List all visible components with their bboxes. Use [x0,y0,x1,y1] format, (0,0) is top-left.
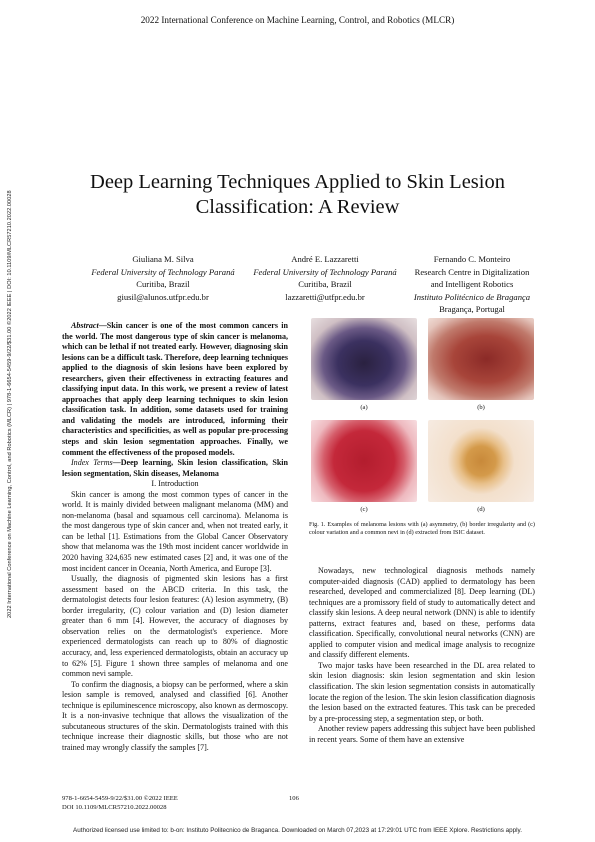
paragraph: Two major tasks have been researched in the DL area related to skin lesion diagnosis: skin lesion segmentation and skin lesion classification. The skin lesion segmentation consists in automatically locate the region of the lesion. The skin lesion classification diagnosis the lesion based on the extracted features. This task can be preceded by a pre-processing step, a segmentation step, or both. [309,660,535,723]
authorized-use-notice: Authorized licensed use limited to: b-on: Instituto Politecnico de Braganca. Downloaded on March 07,2023 at 17:29:01 UTC from IEEE Xplore. Restrictions apply. [73,827,522,834]
author-name: André E. Lazzaretti [291,254,359,264]
index-terms-text: —Deep learning, Skin lesion classification, Skin lesion segmentation, Skin diseases, Melanoma [62,458,289,478]
figure-image-a [311,318,417,400]
author-city: Bragança, Portugal [439,304,505,314]
title-line-1: Deep Learning Techniques Applied to Skin Lesion [90,171,505,193]
paragraph: Skin cancer is among the most common types of cancer in the world. It is mainly divided between malignant melanoma (MM) and non-melanoma (basal and squamous cell carcinoma). Melanoma is the most dangerous type of skin cancer and, when not treated early, it can be lethal [1]. Estimations from the Global Cancer Observatory show that melanoma was the 19th most incident cancer worldwide in 2020 having 324,635 new estimated cases [2] and, it was one of the most incident cancer in Oceania, North America, and Europe [3]. [62,489,288,573]
footer-isbn: 978-1-6654-5459-9/22/$31.00 ©2022 IEEE [62,795,178,802]
figure-image-c [311,420,417,502]
section-heading: I. Introduction [151,479,199,489]
figure-image-d [428,420,534,502]
author-email: lazzaretti@utfpr.edu.br [285,291,365,302]
figure-caption: Fig. 1. Examples of melanoma lesions with (a) asymmetry, (b) border irregularity and (c) colour variation and a common nevi in (d) extracted from ISIC dataset. [309,521,535,536]
paragraph: To confirm the diagnosis, a biopsy can be performed, where a skin lesion sample is removed, analysed and classified [6]. Another technique is epiluminescence microscopy, also known as dermoscopy. It is a non-invasive technique that allows the visualization of the subcutaneous structures of the skin. Dermatologists trained with this technique increase their diagnostic skills, but those who are not trained may wrongly classify the samples [7]. [62,679,288,752]
author-name: Giuliana M. Silva [132,254,194,264]
figure-label-c: (c) [360,506,368,513]
author-city: Curitiba, Brazil [136,279,190,289]
footer-copyright [62,795,178,812]
sidebar-doi-strip: 2022 International Conference on Machine Learning, Control, and Robotics (MLCR) | 978-1-6654-5459-9/22/$31.00 ©2022 IEEE | DOI: 10.1109/MLCR57210.2022.00028 [7,190,13,618]
abstract [62,321,288,458]
paragraph: Usually, the diagnosis of pigmented skin lesions has a first assessment based on the ABCD criteria. In this task, the dermatologist detects four lesion features: (A) lesion asymmetry, (B) border irregularity, (C) colour variation and (D) lesion diameter greater than 6 mm [4]. However, the accuracy of diagnoses by observation relies on the dermatologist's experience. More experienced dermatologists can reach up to 80% of diagnostic accuracy, and, less experienced dermatologists, obtain an accuracy up to 62% [5]. Figure 1 shown three samples of melanoma and one common nevi sample. [62,574,288,679]
author-institute: Instituto Politécnico de Bragança [413,291,531,302]
abstract-label: Abstract [71,321,99,330]
author-affiliation: Federal University of Technology Paraná [91,266,235,277]
right-column [309,566,535,745]
figure-label-d: (d) [477,506,485,513]
conference-header: 2022 International Conference on Machine Learning, Control, and Robotics (MLCR) [140,15,455,25]
index-terms [62,458,288,479]
author-affiliation-1: Research Centre in Digitalization [414,266,530,277]
abstract-text: —Skin cancer is one of the most common cancers in the world. The most dangerous type of skin cancer is melanoma, which can be lethal if not treated early. However, diagnosing skin lesions can be a difficult task. Therefore, deep learning techniques applied to the diagnosis of skin lesions have been explored by researchers, given their effectiveness in extracting features and classifying input data. In this work, we present a review of latest approaches that apply deep learning techniques to skin lesion classification task. In addition, some datasets used for training and validating the models are introduced, informing their characteristics and specificities, as well as popular pre-processing steps and skin lesion segmentation approaches. Finally, we comment the effectiveness of the proposed models. [62,321,288,457]
author-2 [240,253,410,303]
paragraph: Another review papers addressing this subject have been published in recent years. Some of them have an extensive [309,724,535,744]
page-number: 106 [289,795,299,802]
index-terms-label: Index Terms [71,458,113,468]
author-1 [78,253,248,303]
paragraph: Nowadays, new technological diagnosis methods namely computer-aided diagnosis (CAD) applied to dermatology has been researched, developed and commercialized [8]. Deep learning (DL) techniques are a promissory field of study to automatically detect and classify skin lesions. A deep neural network (DNN) is able to identify patterns, extract features and, based on these, performs data classification. Specifically, convolutional neural networks (CNN) are applied to computer vision and medical image analysis to recognize and classify different elements. [309,566,535,660]
author-affiliation: Federal University of Technology Paraná [253,266,397,277]
author-affiliation-2: and Intelligent Robotics [430,279,514,289]
paper-title [60,170,535,220]
author-name: Fernando C. Monteiro [433,254,511,264]
author-3 [387,253,557,328]
title-line-2: Classification: A Review [195,196,400,218]
author-city: Curitiba, Brazil [298,279,352,289]
author-email: giusil@alunos.utfpr.edu.br [117,291,209,302]
figure-label-b: (b) [477,404,485,411]
footer-doi: DOI 10.1109/MLCR57210.2022.00028 [62,803,167,811]
figure-image-b [428,318,534,400]
left-column [62,321,288,753]
figure-label-a: (a) [360,404,368,411]
